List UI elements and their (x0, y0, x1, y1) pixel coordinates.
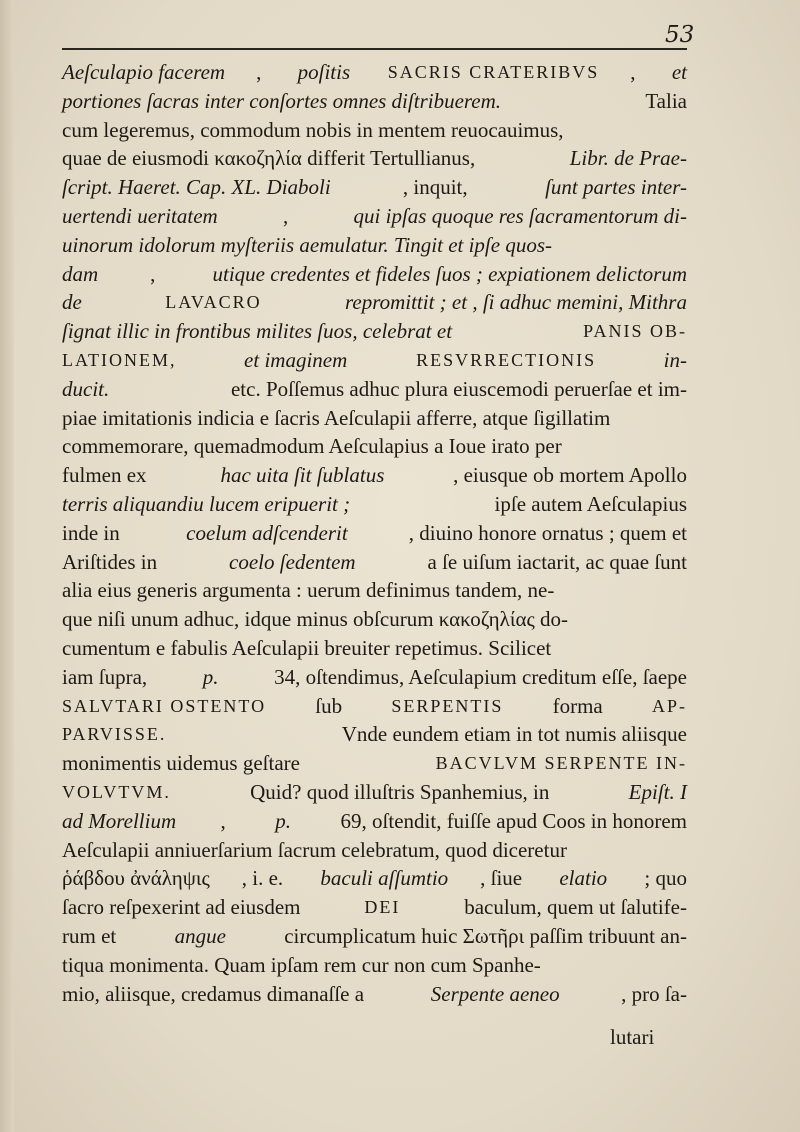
body-text (62, 58, 687, 1008)
italic-text: ad Morellium (62, 808, 177, 833)
roman-text: ſacro reſpexerint ad eiusdem (62, 895, 306, 920)
roman-text: rum et (62, 923, 122, 948)
roman-text: , inquit, (402, 175, 473, 200)
italic-text: elatio (559, 866, 608, 891)
italic-text: de (62, 290, 88, 315)
text-line (62, 260, 687, 289)
roman-text: que niſi unum adhuc, idque minus obſcurum κακοζηλίας do- (62, 607, 569, 632)
small-caps-text: SACRIS CRATERIBVS (381, 62, 600, 82)
roman-text: a ſe uiſum iactarit, ac quae ſunt (422, 549, 687, 574)
roman-text: tiqua monimenta. Quam ipſam rem cur non cum Spanhe- (62, 952, 541, 977)
roman-text: ; quo (639, 866, 687, 891)
italic-text: Libr. de Prae- (569, 146, 687, 171)
page-edge (0, 0, 14, 1132)
roman-text: , (256, 60, 267, 84)
text-line (62, 288, 687, 317)
italic-text: in- (658, 347, 687, 372)
italic-text: ſunt partes inter- (545, 175, 687, 200)
small-caps-text: VOLVTVM. (62, 781, 171, 802)
small-caps-text: SALVTARI OSTENTO (62, 695, 267, 716)
italic-text: coelo ſedentem (229, 549, 356, 574)
catchword: lutari (610, 1025, 655, 1049)
italic-text: repromittit ; et , ſi adhuc memini, Mithra (339, 290, 687, 315)
roman-text: fulmen ex (62, 463, 152, 488)
small-caps-text: LAVACRO (165, 292, 262, 313)
roman-text: commemorare, quemadmodum Aeſculapius a Ioue irato per (62, 434, 562, 459)
text-line (62, 519, 687, 548)
small-caps-text: AP- (651, 695, 687, 716)
italic-text: p. (275, 808, 291, 833)
text-line (62, 375, 687, 404)
text-line (62, 893, 687, 922)
roman-text: quae de eiusmodi κακοζηλία differit Tertullianus, (62, 146, 481, 171)
roman-text: , ſiue (480, 866, 528, 891)
small-caps-text: PANIS OB- (576, 321, 687, 342)
text-line (62, 202, 687, 231)
roman-text: ipſe autem Aeſculapius (489, 491, 687, 516)
italic-text: uertendi ueritatem (62, 203, 218, 228)
small-caps-text: SERPENTIS (391, 695, 504, 716)
text-line (62, 490, 687, 519)
roman-text: Vnde eundem etiam in tot numis aliisque (336, 722, 687, 747)
italic-text: Serpente aeneo (430, 981, 560, 1006)
roman-text: forma (547, 693, 609, 718)
italic-text: utique credentes et fideles ſuos ; expiationem delictorum (212, 261, 687, 286)
text-line (62, 692, 687, 721)
text-line (62, 404, 687, 433)
text-line (62, 461, 687, 490)
text-line (62, 576, 687, 605)
italic-text: baculi aſſumtio (320, 866, 449, 891)
text-line (62, 980, 687, 1009)
italic-text: p. (202, 664, 219, 689)
text-line (62, 778, 687, 807)
roman-text: inde in (62, 520, 125, 545)
roman-text: cumentum e fabulis Aeſculapii breuiter repetimus. Scilicet (62, 635, 552, 660)
text-line (62, 87, 687, 116)
text-line (62, 864, 687, 893)
text-line (62, 634, 687, 663)
roman-text: , diuino honore ornatus ; quem et (408, 520, 687, 545)
text-line (62, 346, 687, 375)
text-line (62, 317, 687, 346)
italic-text: et imaginem (238, 347, 348, 372)
roman-text: ſub (310, 693, 348, 718)
roman-text: , (630, 60, 641, 84)
italic-text: Epiſt. I (628, 779, 687, 804)
roman-text: monimentis uidemus geſtare (62, 751, 306, 776)
small-caps-text: PARVISSE. (62, 724, 167, 745)
page-number: 53 (665, 22, 695, 48)
text-line (62, 144, 687, 173)
header-rule (62, 48, 687, 50)
italic-text: angue (174, 923, 226, 948)
roman-text: ῥάβδου ἀνάληψις (62, 866, 210, 891)
text-line (62, 749, 687, 778)
text-line (62, 548, 687, 577)
roman-text: circumplicatum huic Σωτῆρι paſſim tribuunt an- (278, 923, 687, 948)
roman-text: Quid? quod illuſtris Spanhemius, in (244, 779, 555, 804)
small-caps-text: BACVLVM SERPENTE IN- (435, 753, 687, 774)
roman-text: piae imitationis indicia e ſacris Aeſculapii afferre, atque ſigillatim (62, 405, 611, 430)
italic-text: hac uita ſit ſublatus (220, 463, 385, 488)
italic-text: ducit. (62, 376, 110, 401)
italic-text: Aeſculapio facerem (62, 60, 226, 84)
roman-text: , eiusque ob mortem Apollo (453, 463, 687, 488)
text-line (62, 432, 687, 461)
roman-text: Talia (640, 88, 687, 113)
roman-text: , pro ſa- (621, 981, 687, 1006)
text-line (62, 173, 687, 202)
roman-text: , (150, 261, 161, 286)
italic-text: coelum adſcenderit (186, 520, 348, 545)
text-line (62, 116, 687, 145)
italic-text: ſcript. Haeret. Cap. XL. Diaboli (62, 175, 331, 200)
small-caps-text: LATIONEM, (62, 349, 177, 370)
roman-text: , i. e. (241, 866, 289, 891)
italic-text: et (671, 60, 687, 84)
roman-text: , (277, 203, 294, 228)
text-line (62, 836, 687, 865)
text-line (62, 922, 687, 951)
roman-text: iam ſupra, (62, 664, 153, 689)
text-line (62, 663, 687, 692)
text-line (62, 951, 687, 980)
roman-text: 69, oſtendit, fuiſſe apud Coos in honorem (335, 808, 687, 833)
italic-text: portiones ſacras inter conſortes omnes diſtribuerem. (62, 88, 502, 113)
roman-text: etc. Poſſemus adhuc plura eiuscemodi peruerſae et im- (225, 376, 687, 401)
roman-text: alia eius generis argumenta : uerum definimus tandem, ne- (62, 578, 555, 603)
roman-text: , (220, 808, 231, 833)
text-line (62, 605, 687, 634)
italic-text: terris aliquandiu lucem eripuerit ; (62, 491, 351, 516)
small-caps-text: RESVRRECTIONIS (409, 349, 597, 370)
roman-text: 34, oſtendimus, Aeſculapium creditum eſſe, ſaepe (268, 664, 687, 689)
text-line (62, 720, 687, 749)
italic-text: qui ipſas quoque res ſacramentorum di- (353, 203, 687, 228)
roman-text: Ariſtides in (62, 549, 163, 574)
italic-text: uinorum idolorum myſteriis aemulatur. Tingit et ipſe quos- (62, 232, 553, 257)
roman-text: cum legeremus, commodum nobis in mentem reuocauimus, (62, 117, 564, 142)
italic-text: ſignat illic in frontibus milites ſuos, celebrat et (62, 319, 453, 344)
text-line (62, 58, 687, 87)
text-line (62, 807, 687, 836)
text-line (62, 231, 687, 260)
small-caps-text: DEI (364, 897, 401, 918)
italic-text: dam (62, 261, 99, 286)
roman-text: mio, aliisque, credamus dimanaſſe a (62, 981, 370, 1006)
roman-text: baculum, quem ut ſalutife- (458, 895, 687, 920)
roman-text: Aeſculapii anniuerſarium ſacrum celebratum, quod diceretur (62, 837, 567, 862)
italic-text: poſitis (297, 60, 351, 84)
